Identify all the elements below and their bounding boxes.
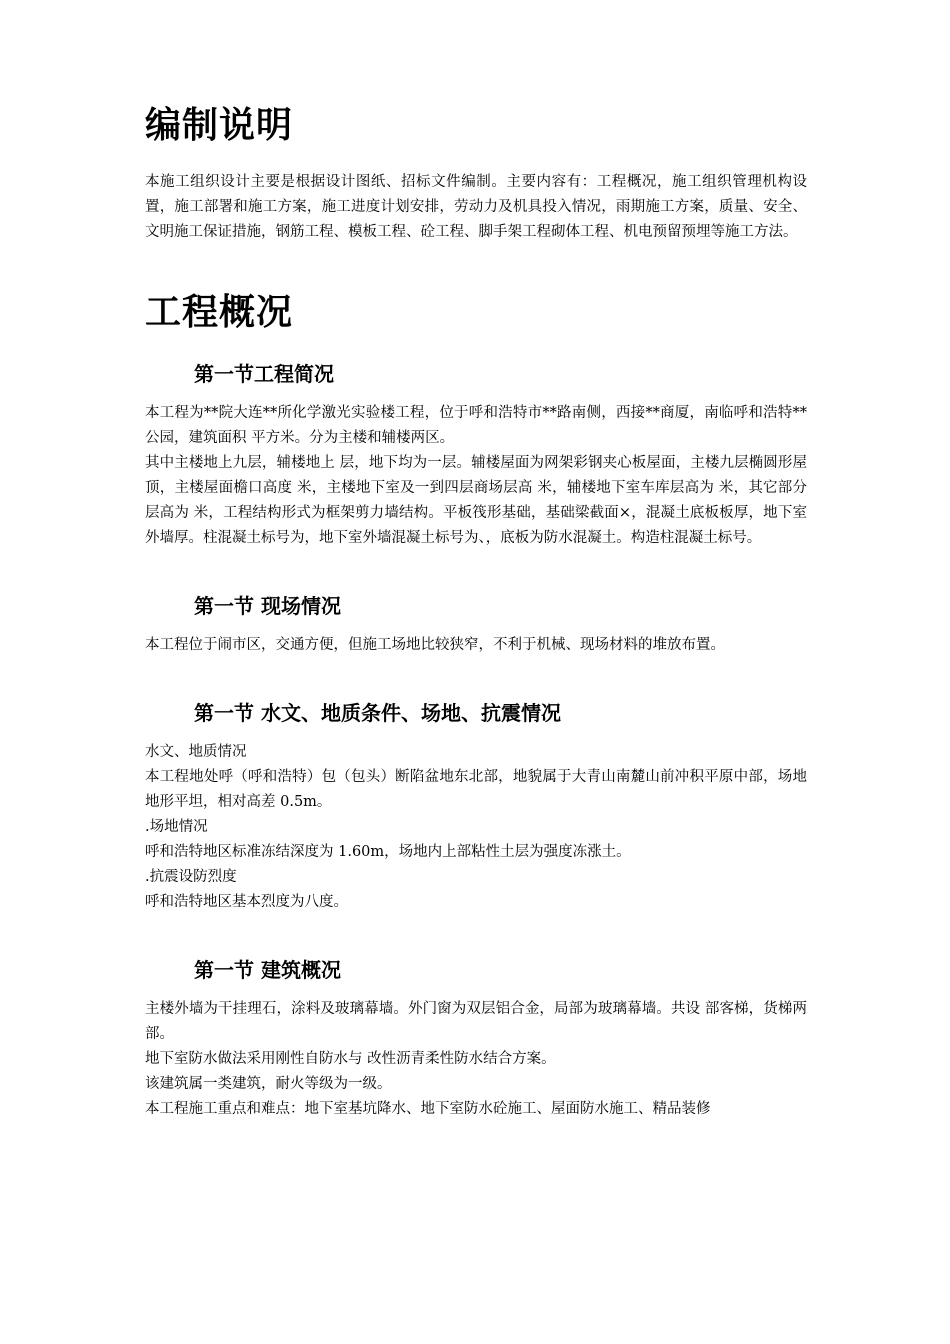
subsection-title-architecture: 第一节 建筑概况: [194, 958, 341, 982]
project-brief-paragraph-1: 本工程为**院大连**所化学激光实验楼工程，位于呼和浩特市**路南侧，西接**商厦，南临呼和浩特**公园，建筑面积 平方米。分为主楼和辅楼两区。: [145, 405, 807, 446]
architecture-line-4: 本工程施工重点和难点：地下室基坑降水、地下室防水砼施工、屋面防水施工、精品装修: [145, 1101, 711, 1117]
site-conditions-paragraph: 本工程位于闹市区，交通方便，但施工场地比较狭窄，不利于机械、现场材料的堆放布置。: [145, 637, 725, 653]
section-title-compilation-notes: 编制说明: [145, 105, 294, 146]
hydro-geology-line-1: 水文、地质情况: [145, 744, 247, 760]
compilation-notes-paragraph: 本施工组织设计主要是根据设计图纸、招标文件编制。主要内容有：工程概况，施工组织管理机构设置，施工部署和施工方案，施工进度计划安排，劳动力及机具投入情况，雨期施工方案，质量、安全、文明施工保证措施，钢筋工程、模板工程、砼工程、脚手架工程砌体工程、机电预留预埋等施工方法。: [145, 174, 807, 240]
subsection-title-hydro-geology: 第一节 水文、地质条件、场地、抗震情况: [194, 701, 561, 725]
subsection-title-project-brief: 第一节工程简况: [194, 362, 334, 386]
section-title-project-overview: 工程概况: [145, 292, 294, 333]
architecture-line-3: 该建筑属一类建筑，耐火等级为一级。: [145, 1076, 392, 1092]
hydro-geology-line-6: 呼和浩特地区基本烈度为八度。: [145, 894, 348, 910]
hydro-geology-line-4: 呼和浩特地区标准冻结深度为 1.60m，场地内上部粘性土层为强度冻涨土。: [145, 844, 631, 860]
architecture-line-2: 地下室防水做法采用刚性自防水与 改性沥青柔性防水结合方案。: [145, 1051, 556, 1067]
hydro-geology-line-2: 本工程地处呼（呼和浩特）包（包头）断陷盆地东北部，地貌属于大青山南麓山前冲积平原中部，场地地形平坦，相对高差 0.5m。: [145, 769, 807, 810]
project-brief-paragraph-2: 其中主楼地上九层，辅楼地上 层，地下均为一层。辅楼屋面为网架彩钢夹心板屋面，主楼九层椭圆形屋顶，主楼屋面檐口高度 米，主楼地下室及一到四层商场层高 米，辅楼地下室车库层高为 米，其它部分层高为 米，工程结构形式为框架剪力墙结构。平板筏形基础，基础梁截面×，混凝土底板板厚，地下室外墙厚。柱混凝土标号为，地下室外墙混凝土标号为、，底板为防水混凝土。构造柱混凝土标号。: [145, 455, 807, 546]
architecture-line-1: 主楼外墙为干挂理石，涂料及玻璃幕墙。外门窗为双层铝合金，局部为玻璃幕墙。共设 部客梯，货梯两部。: [145, 1001, 807, 1042]
document-page: [145, 98, 807, 1122]
hydro-geology-line-3: .场地情况: [145, 819, 208, 835]
hydro-geology-line-5: .抗震设防烈度: [145, 869, 237, 885]
subsection-title-site-conditions: 第一节 现场情况: [194, 594, 341, 618]
